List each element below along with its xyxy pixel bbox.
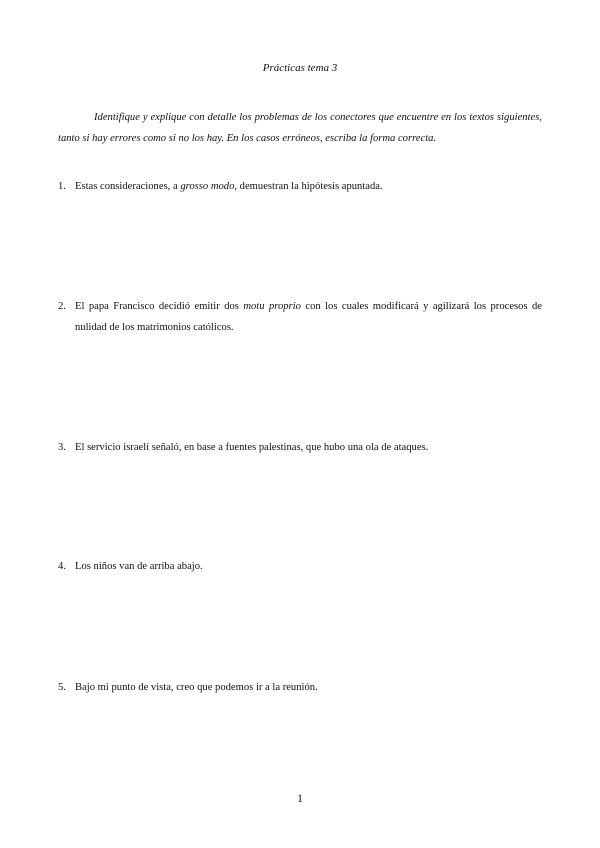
item-text-after: con los cuales modificará y agilizará los procesos de nulidad de los matrimonios católicos. — [75, 301, 542, 333]
page-title: Prácticas tema 3 — [262, 62, 338, 74]
exercise-item-1 — [58, 176, 542, 197]
exercise-item-2 — [58, 296, 542, 338]
item-text — [75, 437, 542, 458]
item-text — [75, 296, 542, 338]
item-text-before: Bajo mi punto de vista, creo que podemos ir a la reunión. — [75, 682, 318, 693]
item-text — [75, 176, 542, 197]
item-text — [75, 677, 542, 698]
item-number: 5. — [58, 682, 66, 693]
item-number: 1. — [58, 181, 66, 192]
page-number: 1 — [297, 791, 303, 805]
item-text — [75, 556, 542, 577]
item-number: 2. — [58, 301, 66, 312]
item-number: 3. — [58, 442, 66, 453]
exercise-item-3 — [58, 437, 542, 458]
exercise-item-4 — [58, 556, 542, 577]
item-text-emphasis: grosso modo — [180, 181, 235, 192]
exercise-item-5 — [58, 677, 542, 698]
instructions-paragraph: Identifique y explique con detalle los problemas de los conectores que encuentre en los textos siguientes, tanto si hay errores como si no los hay. En los casos erróneos, escriba la forma correcta. — [58, 112, 542, 144]
item-text-before: El papa Francisco decidió emitir dos — [75, 301, 244, 312]
item-text-before: El servicio israelí señaló, en base a fuentes palestinas, que hubo una ola de ataques. — [75, 442, 429, 453]
item-text-before: Los niños van de arriba abajo. — [75, 561, 203, 572]
item-text-before: Estas consideraciones, a — [75, 181, 181, 192]
item-text-emphasis: motu proprio — [243, 301, 301, 312]
item-text-after: , demuestran la hipótesis apuntada. — [234, 181, 383, 192]
item-number: 4. — [58, 561, 66, 572]
